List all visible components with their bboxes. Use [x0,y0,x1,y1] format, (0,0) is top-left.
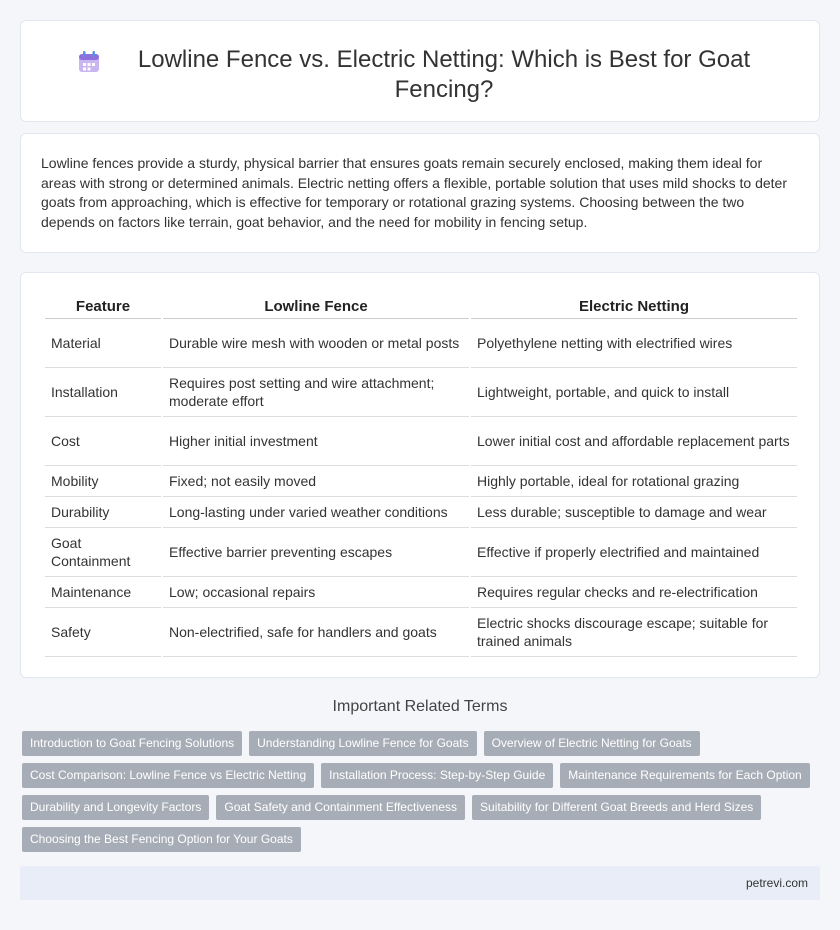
related-term-tag[interactable]: Understanding Lowline Fence for Goats [249,731,476,756]
related-terms-list [22,731,822,859]
table-row [45,417,797,466]
table-row [45,577,797,608]
row-electric: Lower initial cost and affordable replacement parts [471,417,797,466]
header-feature: Feature [45,295,161,319]
row-feature: Durability [45,497,161,528]
row-electric: Highly portable, ideal for rotational grazing [471,466,797,497]
row-lowline: Fixed; not easily moved [163,466,469,497]
row-lowline: Low; occasional repairs [163,577,469,608]
comparison-card [20,272,820,678]
table-row [45,528,797,577]
row-lowline: Requires post setting and wire attachment; moderate effort [163,368,469,417]
comparison-table [43,295,799,657]
related-term-tag[interactable]: Overview of Electric Netting for Goats [484,731,700,756]
header-lowline-fence: Lowline Fence [163,295,469,319]
table-header-row [45,295,797,319]
row-feature: Goat Containment [45,528,161,577]
footer [20,866,820,900]
title-card [20,20,820,122]
related-term-tag[interactable]: Choosing the Best Fencing Option for Your Goats [22,827,301,852]
row-lowline: Durable wire mesh with wooden or metal posts [163,319,469,368]
row-feature: Cost [45,417,161,466]
related-term-tag[interactable]: Installation Process: Step-by-Step Guide [321,763,553,788]
related-terms-heading: Important Related Terms [332,698,508,715]
row-lowline: Effective barrier preventing escapes [163,528,469,577]
row-lowline: Non-electrified, safe for handlers and goats [163,608,469,657]
calendar-icon [76,49,102,75]
row-electric: Polyethylene netting with electrified wires [471,319,797,368]
intro-card [20,133,820,253]
table-row [45,466,797,497]
related-term-tag[interactable]: Cost Comparison: Lowline Fence vs Electric Netting [22,763,314,788]
row-feature: Installation [45,368,161,417]
row-feature: Maintenance [45,577,161,608]
row-lowline: Higher initial investment [163,417,469,466]
row-electric: Less durable; susceptible to damage and wear [471,497,797,528]
row-lowline: Long-lasting under varied weather conditions [163,497,469,528]
footer-site-link[interactable]: petrevi.com [745,876,808,890]
row-feature: Mobility [45,466,161,497]
related-term-tag[interactable]: Introduction to Goat Fencing Solutions [22,731,242,756]
table-row [45,368,797,417]
header-electric-netting: Electric Netting [471,295,797,319]
row-feature: Material [45,319,161,368]
row-feature: Safety [45,608,161,657]
row-electric: Lightweight, portable, and quick to install [471,368,797,417]
related-term-tag[interactable]: Goat Safety and Containment Effectiveness [216,795,465,820]
row-electric: Effective if properly electrified and maintained [471,528,797,577]
related-term-tag[interactable]: Suitability for Different Goat Breeds and Herd Sizes [472,795,761,820]
table-row [45,608,797,657]
row-electric: Electric shocks discourage escape; suitable for trained animals [471,608,797,657]
page-title: Lowline Fence vs. Electric Netting: Which is Best for Goat Fencing? [137,46,751,103]
intro-paragraph: Lowline fences provide a sturdy, physical barrier that ensures goats remain securely enclosed, making them ideal for areas with strong or determined animals. Electric netting offers a flexible, portable solution that uses mild shocks to deter goats from approaching, which is effective for temporary or rotational grazing systems. Choosing between the two depends on factors like terrain, goat behavior, and the need for mobility in fencing setup. [41,155,788,230]
title-row [21,21,819,105]
related-term-tag[interactable]: Durability and Longevity Factors [22,795,209,820]
row-electric: Requires regular checks and re-electrification [471,577,797,608]
related-term-tag[interactable]: Maintenance Requirements for Each Option [560,763,809,788]
table-row [45,319,797,368]
table-row [45,497,797,528]
